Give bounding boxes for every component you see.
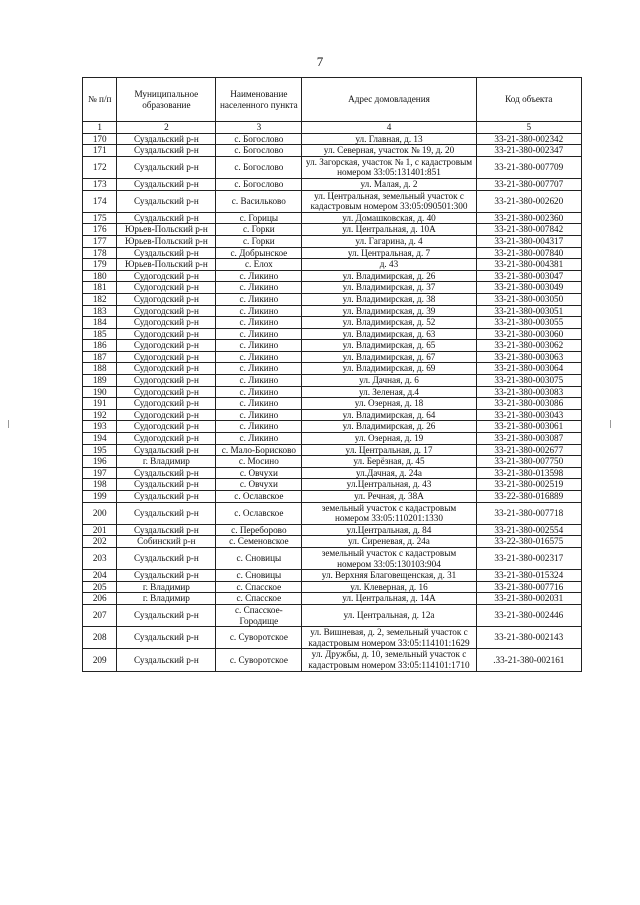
object-code-cell: 33-21-380-002360: [476, 212, 581, 224]
table-row: [83, 547, 582, 569]
table-row: [83, 145, 582, 157]
address-cell: ул. Владимирская, д. 37: [302, 282, 476, 294]
settlement-cell: с. Спасское: [216, 581, 302, 593]
row-number: 174: [83, 190, 117, 212]
row-number: 180: [83, 270, 117, 282]
table-row: [83, 444, 582, 456]
municipality-cell: Судогодский р-н: [117, 351, 216, 363]
row-number: 185: [83, 328, 117, 340]
municipality-cell: Судогодский р-н: [117, 328, 216, 340]
municipality-cell: Суздальский р-н: [117, 156, 216, 178]
address-cell: ул. Загорская, участок № 1, с кадастровым номером 33:05:131401:851: [302, 156, 476, 178]
settlement-cell: с. Ликино: [216, 340, 302, 352]
scan-artifact: [8, 420, 9, 428]
address-cell: ул. Центральная, д. 14А: [302, 593, 476, 605]
address-cell: ул. Зеленая, д.4: [302, 386, 476, 398]
table-row: [83, 375, 582, 387]
address-cell: ул. Владимирская, д. 38: [302, 293, 476, 305]
table-row: [83, 224, 582, 236]
object-code-cell: 33-21-380-007707: [476, 178, 581, 190]
row-number: 203: [83, 547, 117, 569]
address-cell: ул.Центральная, д. 84: [302, 524, 476, 536]
object-code-cell: 33-21-380-004317: [476, 235, 581, 247]
table-row: [83, 398, 582, 410]
settlement-cell: с. Суворотское: [216, 627, 302, 649]
table-row: [83, 467, 582, 479]
address-cell: д. 43: [302, 259, 476, 271]
address-cell: ул. Клеверная, д. 16: [302, 581, 476, 593]
object-code-cell: 33-21-380-007750: [476, 456, 581, 468]
municipality-cell: Суздальский р-н: [117, 145, 216, 157]
municipality-cell: Юрьев-Польский р-н: [117, 224, 216, 236]
object-code-cell: 33-21-380-007716: [476, 581, 581, 593]
table-row: [83, 190, 582, 212]
row-number: 172: [83, 156, 117, 178]
object-code-cell: 33-21-380-003086: [476, 398, 581, 410]
object-code-cell: 33-21-380-003049: [476, 282, 581, 294]
municipality-cell: Судогодский р-н: [117, 293, 216, 305]
table-row: [83, 270, 582, 282]
object-code-cell: 33-21-380-002554: [476, 524, 581, 536]
object-code-cell: 33-21-380-007842: [476, 224, 581, 236]
settlement-cell: с. Овчухи: [216, 467, 302, 479]
municipality-cell: Судогодский р-н: [117, 340, 216, 352]
settlement-cell: с. Горки: [216, 235, 302, 247]
settlement-cell: с. Ликино: [216, 270, 302, 282]
settlement-cell: с. Ликино: [216, 293, 302, 305]
column-number: 3: [216, 122, 302, 134]
object-code-cell: 33-21-380-003083: [476, 386, 581, 398]
address-cell: ул. Берёзная, д. 45: [302, 456, 476, 468]
row-number: 202: [83, 536, 117, 548]
object-code-cell: 33-21-380-003087: [476, 433, 581, 445]
municipality-cell: Суздальский р-н: [117, 467, 216, 479]
row-number: 173: [83, 178, 117, 190]
settlement-cell: с. Сновицы: [216, 547, 302, 569]
row-number: 186: [83, 340, 117, 352]
row-number: 178: [83, 247, 117, 259]
municipality-cell: Суздальский р-н: [117, 190, 216, 212]
column-number-row: [83, 122, 582, 134]
row-number: 207: [83, 604, 117, 626]
table-row: [83, 456, 582, 468]
settlement-cell: с. Горки: [216, 224, 302, 236]
address-cell: ул. Дачная, д. 6: [302, 375, 476, 387]
object-code-cell: 33-21-380-003075: [476, 375, 581, 387]
address-cell: ул. Владимирская, д. 67: [302, 351, 476, 363]
address-cell: ул. Владимирская, д. 26: [302, 270, 476, 282]
settlement-cell: с. Спасское: [216, 593, 302, 605]
table-row: [83, 433, 582, 445]
settlement-cell: с. Ликино: [216, 317, 302, 329]
table-row: [83, 247, 582, 259]
municipality-cell: Суздальский р-н: [117, 547, 216, 569]
table-row: [83, 305, 582, 317]
settlement-cell: с. Ликино: [216, 282, 302, 294]
table-row: [83, 386, 582, 398]
header-number: № п/п: [83, 78, 117, 122]
table-row: [83, 328, 582, 340]
column-number: 1: [83, 122, 117, 134]
address-cell: ул. Дружбы, д. 10, земельный участок с кадастровым номером 33:05:114101:1710: [302, 649, 476, 671]
table-row: [83, 491, 582, 503]
address-cell: ул. Сиреневая, д. 24а: [302, 536, 476, 548]
address-cell: ул. Владимирская, д. 65: [302, 340, 476, 352]
object-code-cell: 33-21-380-003047: [476, 270, 581, 282]
table-row: [83, 212, 582, 224]
address-cell: земельный участок с кадастровым номером 33:05:130103:904: [302, 547, 476, 569]
row-number: 183: [83, 305, 117, 317]
object-code-cell: 33-21-380-015324: [476, 570, 581, 582]
settlement-cell: с. Ославское: [216, 491, 302, 503]
table-row: [83, 502, 582, 524]
municipality-cell: Судогодский р-н: [117, 433, 216, 445]
address-cell: ул. Речная, д. 38А: [302, 491, 476, 503]
object-code-cell: 33-21-380-007709: [476, 156, 581, 178]
table-row: [83, 340, 582, 352]
municipality-cell: Суздальский р-н: [117, 444, 216, 456]
municipality-cell: Судогодский р-н: [117, 305, 216, 317]
municipality-cell: Собинский р-н: [117, 536, 216, 548]
settlement-cell: с. Ликино: [216, 351, 302, 363]
settlement-cell: с. Елох: [216, 259, 302, 271]
municipality-cell: Суздальский р-н: [117, 649, 216, 671]
settlement-cell: с. Семеновское: [216, 536, 302, 548]
column-number: 2: [117, 122, 216, 134]
table-row: [83, 156, 582, 178]
municipality-cell: Суздальский р-н: [117, 133, 216, 145]
settlement-cell: с. Васильково: [216, 190, 302, 212]
municipality-cell: Судогодский р-н: [117, 398, 216, 410]
address-cell: ул. Владимирская, д. 39: [302, 305, 476, 317]
object-code-cell: .33-21-380-002161: [476, 649, 581, 671]
row-number: 208: [83, 627, 117, 649]
object-code-cell: 33-22-380-016575: [476, 536, 581, 548]
object-code-cell: 33-21-380-003063: [476, 351, 581, 363]
table-row: [83, 421, 582, 433]
settlement-cell: с. Сновицы: [216, 570, 302, 582]
row-number: 190: [83, 386, 117, 398]
municipality-cell: Судогодский р-н: [117, 317, 216, 329]
table-row: [83, 282, 582, 294]
municipality-cell: Суздальский р-н: [117, 178, 216, 190]
row-number: 175: [83, 212, 117, 224]
row-number: 191: [83, 398, 117, 410]
column-number: 4: [302, 122, 476, 134]
object-code-cell: 33-21-380-003064: [476, 363, 581, 375]
address-cell: ул. Центральная, д. 10А: [302, 224, 476, 236]
municipality-cell: Суздальский р-н: [117, 570, 216, 582]
header-row: [83, 78, 582, 122]
municipality-cell: Судогодский р-н: [117, 386, 216, 398]
municipality-cell: Юрьев-Польский р-н: [117, 259, 216, 271]
municipality-cell: г. Владимир: [117, 593, 216, 605]
municipality-cell: Суздальский р-н: [117, 479, 216, 491]
row-number: 182: [83, 293, 117, 305]
object-code-cell: 33-21-380-003061: [476, 421, 581, 433]
object-code-cell: 33-21-380-004381: [476, 259, 581, 271]
settlement-cell: с. Ликино: [216, 375, 302, 387]
row-number: 204: [83, 570, 117, 582]
address-cell: ул. Владимирская, д. 52: [302, 317, 476, 329]
row-number: 195: [83, 444, 117, 456]
settlement-cell: с. Богослово: [216, 133, 302, 145]
settlement-cell: с. Ликино: [216, 421, 302, 433]
address-cell: ул. Озерная, д. 19: [302, 433, 476, 445]
row-number: 205: [83, 581, 117, 593]
settlement-cell: с. Горицы: [216, 212, 302, 224]
table-row: [83, 317, 582, 329]
settlement-cell: с. Ославское: [216, 502, 302, 524]
address-cell: ул. Вишневая, д. 2, земельный участок с кадастровым номером 33:05:114101:1629: [302, 627, 476, 649]
header-municipality: Муниципальное образование: [117, 78, 216, 122]
row-number: 196: [83, 456, 117, 468]
settlement-cell: с. Ликино: [216, 386, 302, 398]
row-number: 170: [83, 133, 117, 145]
scan-artifact: [610, 420, 611, 428]
object-code-cell: 33-21-380-002143: [476, 627, 581, 649]
object-code-cell: 33-22-380-016889: [476, 491, 581, 503]
address-cell: ул. Домашковская, д. 40: [302, 212, 476, 224]
settlement-cell: с. Богослово: [216, 145, 302, 157]
municipality-cell: Суздальский р-н: [117, 627, 216, 649]
address-cell: ул. Малая, д. 2: [302, 178, 476, 190]
table-row: [83, 593, 582, 605]
row-number: 177: [83, 235, 117, 247]
row-number: 192: [83, 409, 117, 421]
object-code-cell: 33-21-380-007718: [476, 502, 581, 524]
table-row: [83, 570, 582, 582]
municipality-cell: Суздальский р-н: [117, 604, 216, 626]
table-row: [83, 649, 582, 671]
header-object-code: Код объекта: [476, 78, 581, 122]
object-code-cell: 33-21-380-007840: [476, 247, 581, 259]
municipality-cell: Суздальский р-н: [117, 212, 216, 224]
object-code-cell: 33-21-380-002620: [476, 190, 581, 212]
object-code-cell: 33-21-380-002446: [476, 604, 581, 626]
municipality-cell: г. Владимир: [117, 581, 216, 593]
table-row: [83, 178, 582, 190]
object-code-cell: 33-21-380-003043: [476, 409, 581, 421]
row-number: 209: [83, 649, 117, 671]
settlement-cell: с. Ликино: [216, 433, 302, 445]
table-row: [83, 536, 582, 548]
table-row: [83, 363, 582, 375]
table-row: [83, 604, 582, 626]
address-cell: ул. Владимирская, д. 26: [302, 421, 476, 433]
municipality-cell: Судогодский р-н: [117, 421, 216, 433]
row-number: 193: [83, 421, 117, 433]
address-cell: ул. Владимирская, д. 69: [302, 363, 476, 375]
object-code-cell: 33-21-380-002031: [476, 593, 581, 605]
row-number: 176: [83, 224, 117, 236]
settlement-cell: с. Переборово: [216, 524, 302, 536]
row-number: 198: [83, 479, 117, 491]
address-cell: ул. Центральная, д. 12а: [302, 604, 476, 626]
municipality-cell: Судогодский р-н: [117, 375, 216, 387]
settlement-cell: с. Богослово: [216, 156, 302, 178]
object-code-cell: 33-21-380-003051: [476, 305, 581, 317]
settlement-cell: с. Ликино: [216, 328, 302, 340]
municipality-cell: Судогодский р-н: [117, 282, 216, 294]
table-body: [83, 133, 582, 671]
row-number: 200: [83, 502, 117, 524]
settlement-cell: с. Ликино: [216, 305, 302, 317]
row-number: 201: [83, 524, 117, 536]
address-cell: ул. Гагарина, д. 4: [302, 235, 476, 247]
municipality-cell: Судогодский р-н: [117, 409, 216, 421]
header-address: Адрес домовладения: [302, 78, 476, 122]
settlement-cell: с. Спасское-Городище: [216, 604, 302, 626]
object-code-cell: 33-21-380-003050: [476, 293, 581, 305]
table-row: [83, 581, 582, 593]
object-code-cell: 33-21-380-003055: [476, 317, 581, 329]
address-cell: земельный участок с кадастровым номером 33:05:110201:1330: [302, 502, 476, 524]
object-code-cell: 33-21-380-003060: [476, 328, 581, 340]
table-row: [83, 479, 582, 491]
address-cell: ул. Верхняя Благовещенская, д. 31: [302, 570, 476, 582]
municipality-cell: Суздальский р-н: [117, 502, 216, 524]
row-number: 189: [83, 375, 117, 387]
settlement-cell: с. Ликино: [216, 363, 302, 375]
object-code-cell: 33-21-380-002347: [476, 145, 581, 157]
settlement-cell: с. Добрынское: [216, 247, 302, 259]
row-number: 194: [83, 433, 117, 445]
row-number: 171: [83, 145, 117, 157]
row-number: 206: [83, 593, 117, 605]
settlement-cell: с. Ликино: [216, 398, 302, 410]
table-row: [83, 293, 582, 305]
table-row: [83, 524, 582, 536]
row-number: 181: [83, 282, 117, 294]
object-code-cell: 33-21-380-002342: [476, 133, 581, 145]
table-row: [83, 259, 582, 271]
settlement-cell: с. Мало-Борисково: [216, 444, 302, 456]
municipality-cell: Суздальский р-н: [117, 491, 216, 503]
object-code-cell: 33-21-380-002519: [476, 479, 581, 491]
settlement-cell: с. Ликино: [216, 409, 302, 421]
municipality-cell: Суздальский р-н: [117, 524, 216, 536]
municipality-cell: Суздальский р-н: [117, 247, 216, 259]
address-cell: ул. Центральная, д. 7: [302, 247, 476, 259]
municipality-cell: Судогодский р-н: [117, 363, 216, 375]
municipality-cell: Судогодский р-н: [117, 270, 216, 282]
table-row: [83, 409, 582, 421]
address-cell: ул. Центральная, д. 17: [302, 444, 476, 456]
address-cell: ул. Владимирская, д. 64: [302, 409, 476, 421]
address-cell: ул.Центральная, д. 43: [302, 479, 476, 491]
table-row: [83, 627, 582, 649]
object-code-cell: 33-21-380-003062: [476, 340, 581, 352]
row-number: 188: [83, 363, 117, 375]
municipality-cell: г. Владимир: [117, 456, 216, 468]
settlement-cell: с. Овчухи: [216, 479, 302, 491]
address-cell: ул. Центральная, земельный участок с кадастровым номером 33:05:090501:300: [302, 190, 476, 212]
object-code-cell: 33-21-380-002677: [476, 444, 581, 456]
registry-table: [82, 77, 582, 672]
row-number: 199: [83, 491, 117, 503]
row-number: 197: [83, 467, 117, 479]
address-cell: ул. Владимирская, д. 63: [302, 328, 476, 340]
address-cell: ул. Главная, д. 13: [302, 133, 476, 145]
header-settlement: Наименование населенного пункта: [216, 78, 302, 122]
address-cell: ул.Дачная, д. 24а: [302, 467, 476, 479]
object-code-cell: 33-21-380-002317: [476, 547, 581, 569]
municipality-cell: Юрьев-Польский р-н: [117, 235, 216, 247]
settlement-cell: с. Богослово: [216, 178, 302, 190]
page-number: 7: [316, 54, 324, 69]
address-cell: ул. Озерная, д. 18: [302, 398, 476, 410]
row-number: 187: [83, 351, 117, 363]
table-row: [83, 235, 582, 247]
table-row: [83, 351, 582, 363]
settlement-cell: с. Суворотское: [216, 649, 302, 671]
column-number: 5: [476, 122, 581, 134]
row-number: 184: [83, 317, 117, 329]
object-code-cell: 33-21-380-013598: [476, 467, 581, 479]
row-number: 179: [83, 259, 117, 271]
table-row: [83, 133, 582, 145]
address-cell: ул. Северная, участок № 19, д. 20: [302, 145, 476, 157]
settlement-cell: с. Мосино: [216, 456, 302, 468]
